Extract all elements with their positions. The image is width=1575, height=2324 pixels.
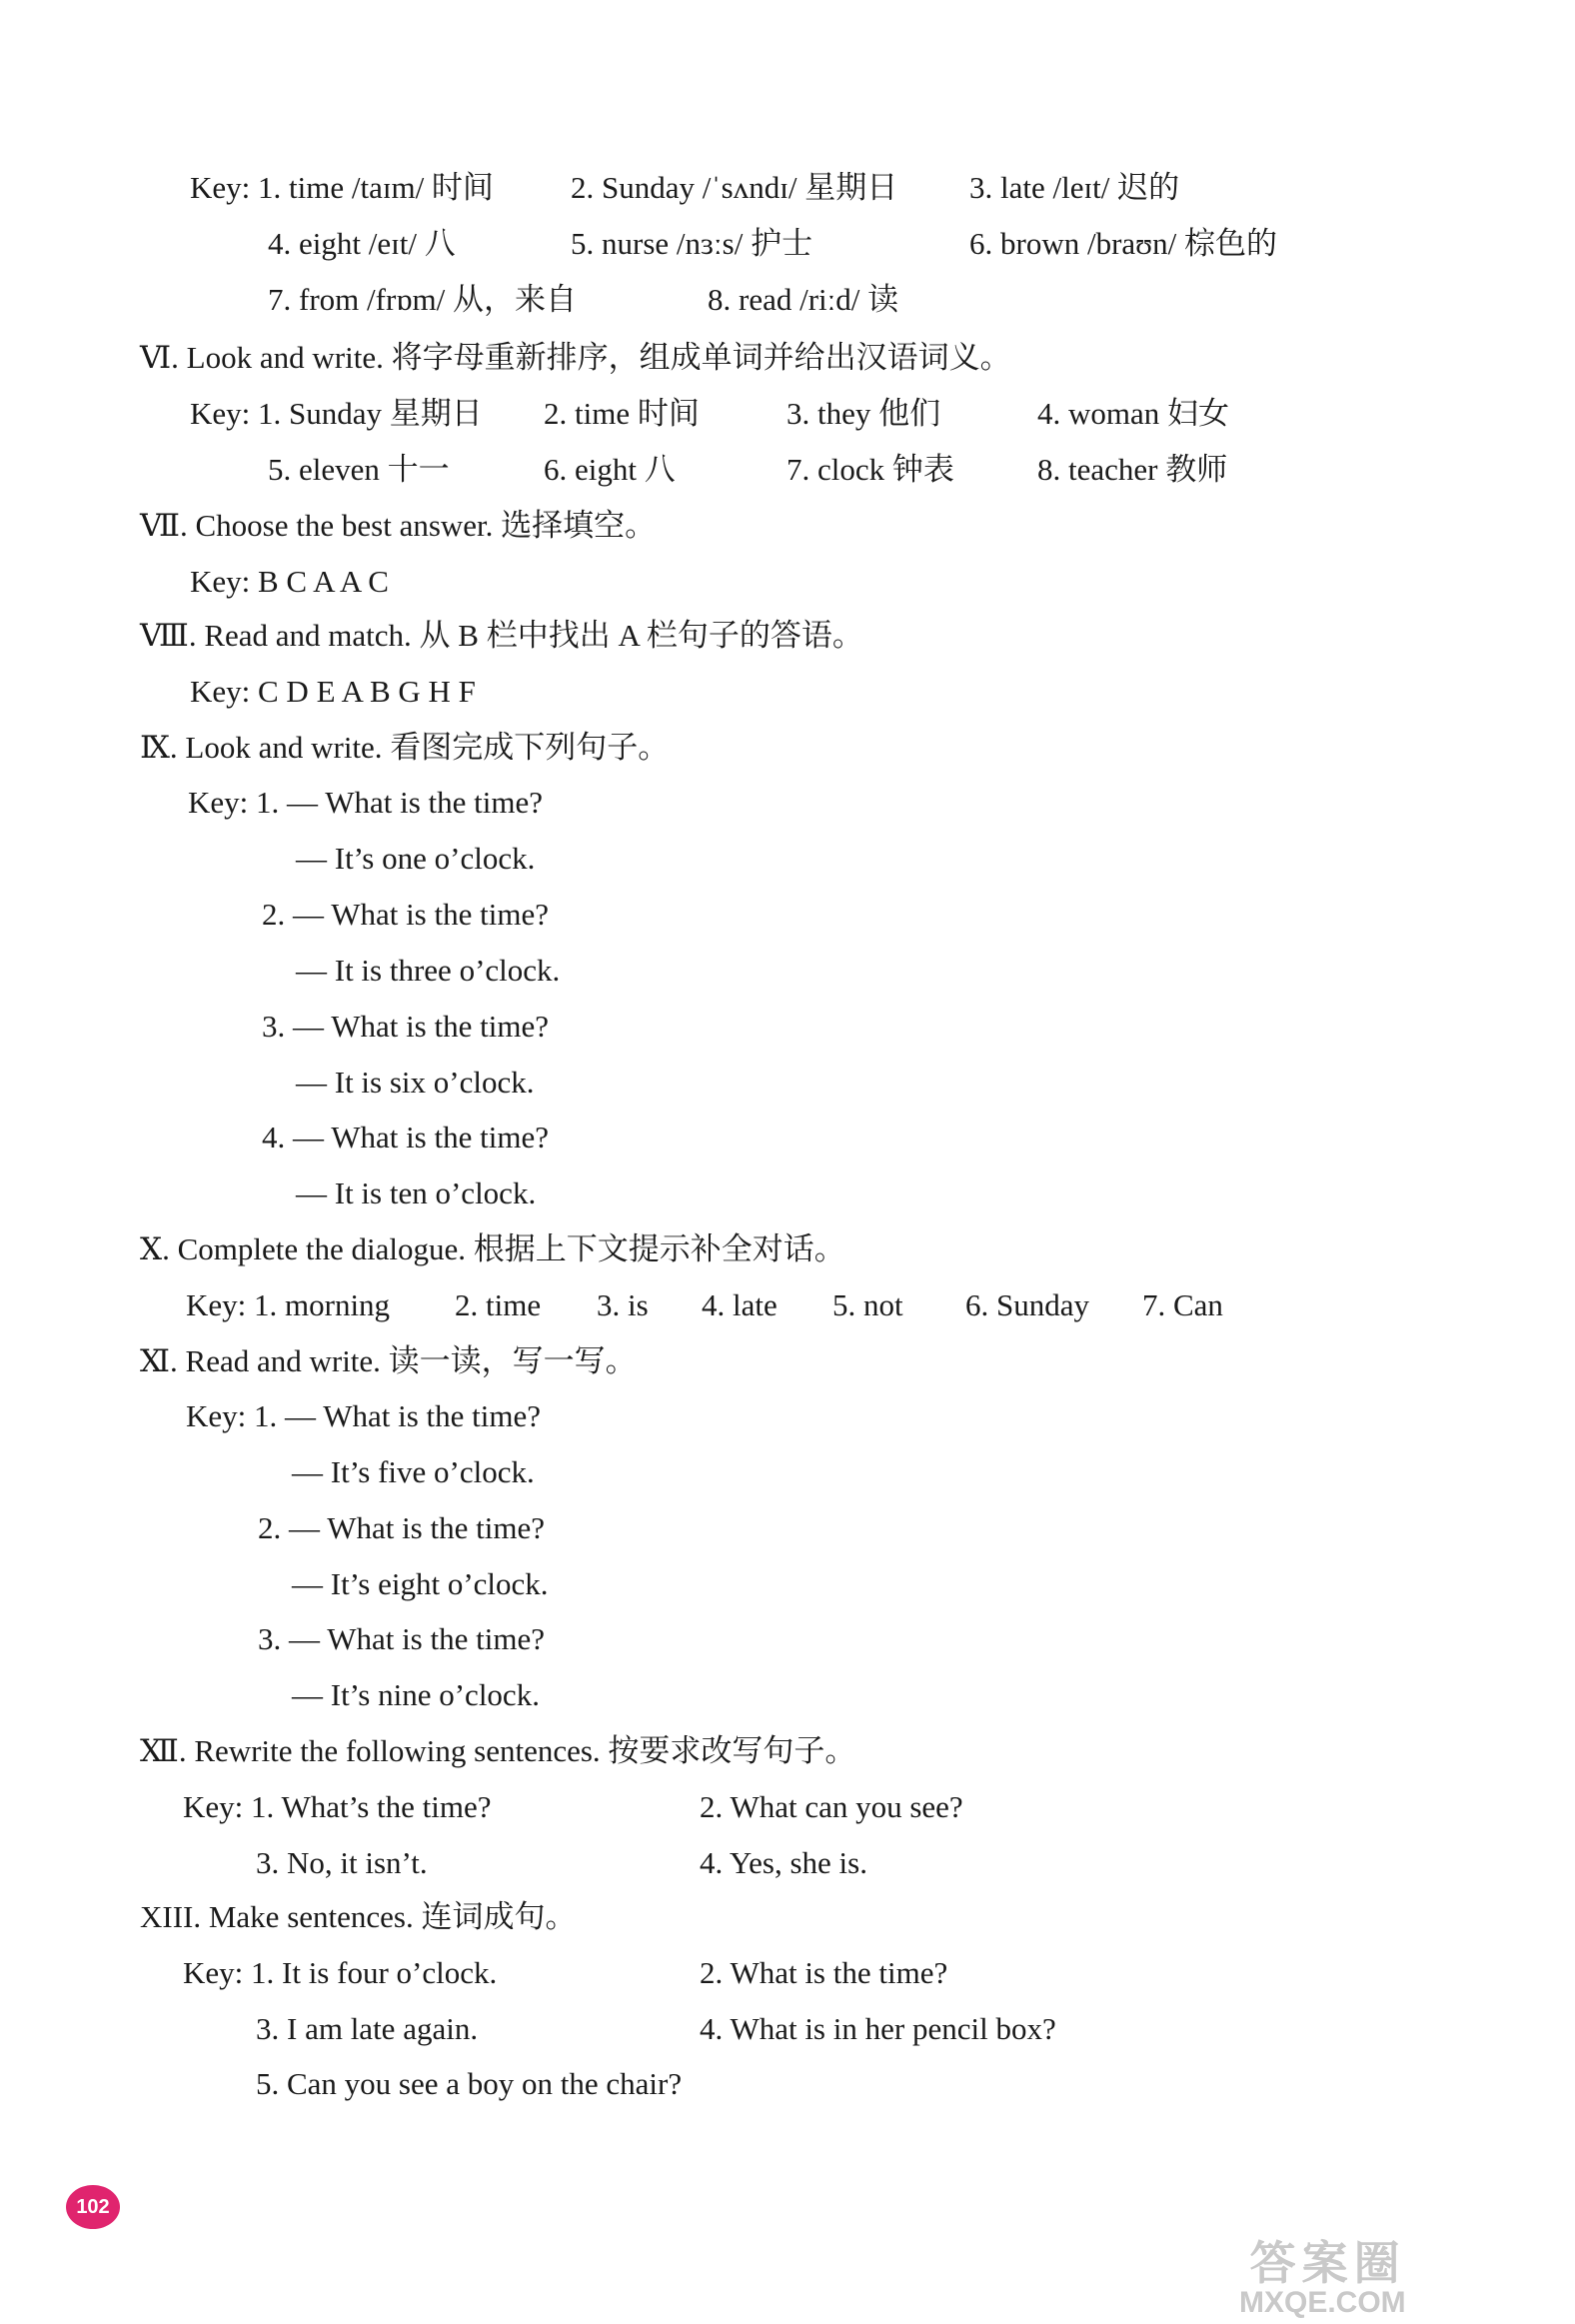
text-segment: 6. brown /braʊn/ 棕色的 [969, 226, 1278, 261]
text-segment: 5. Can you see a boy on the chair? [256, 2066, 683, 2101]
text-segment: 3. is [597, 1287, 649, 1322]
text-segment: Ⅺ. Read and write. 读一读，写一写。 [140, 1343, 637, 1378]
text-segment: Key: 1. — What is the time? [186, 1398, 541, 1433]
text-segment: 3. — What is the time? [258, 1621, 545, 1656]
text-segment: — It is three o’clock. [296, 953, 561, 988]
watermark-logo-text: 答案圈 [1249, 2237, 1406, 2289]
text-segment: 4. What is in her pencil box? [700, 2011, 1056, 2046]
text-segment: Key: C D E A B G H F [190, 674, 476, 709]
text-segment: 2. Sunday /ˈsʌndɪ/ 星期日 [571, 170, 898, 205]
text-segment: 4. — What is the time? [262, 1120, 549, 1155]
text-segment: — It’s eight o’clock. [292, 1566, 549, 1601]
text-segment: Ⅻ. Rewrite the following sentences. 按要求改写句子。 [140, 1733, 856, 1768]
text-segment: 6. eight 八 [544, 452, 676, 487]
text-segment: Key: 1. What’s the time? [183, 1789, 492, 1824]
text-segment: 3. they 他们 [787, 396, 941, 431]
text-segment: Key: 1. morning [186, 1287, 391, 1322]
watermark-url: MXQE.COM [1239, 2286, 1406, 2320]
text-segment: Ⅹ. Complete the dialogue. 根据上下文提示补全对话。 [140, 1231, 845, 1266]
text-segment: 7. Can [1142, 1287, 1223, 1322]
text-segment: 7. clock 钟表 [787, 452, 954, 487]
text-segment: Key: 1. Sunday 星期日 [190, 396, 483, 431]
text-segment: Ⅶ. Choose the best answer. 选择填空。 [140, 508, 657, 543]
text-segment: Key: B C A A C [190, 564, 389, 599]
text-segment: 4. woman 妇女 [1037, 396, 1230, 431]
text-segment: — It’s five o’clock. [292, 1454, 535, 1489]
text-segment: Ⅷ. Read and match. 从 B 栏中找出 A 栏句子的答语。 [140, 618, 863, 653]
text-segment: 4. late [702, 1287, 778, 1322]
text-segment: Key: 1. — What is the time? [188, 785, 543, 820]
text-segment: — It is ten o’clock. [296, 1175, 537, 1210]
page-number: 102 [76, 2195, 110, 2218]
text-segment: Ⅸ. Look and write. 看图完成下列句子。 [140, 730, 670, 765]
text-segment: 3. I am late again. [256, 2011, 479, 2046]
text-segment: 5. not [832, 1287, 903, 1322]
text-segment: 2. What can you see? [700, 1789, 963, 1824]
text-segment: 5. eleven 十一 [268, 452, 450, 487]
text-segment: 4. Yes, she is. [700, 1845, 867, 1880]
text-segment: 5. nurse /nɜːs/ 护士 [571, 226, 813, 261]
text-segment: Key: 1. time /taɪm/ 时间 [190, 170, 494, 205]
text-segment: 2. — What is the time? [262, 897, 549, 932]
page-number-badge [66, 2185, 120, 2229]
watermark [1239, 2239, 1406, 2319]
text-segment: — It’s nine o’clock. [292, 1677, 540, 1712]
text-segment: 3. late /leɪt/ 迟的 [969, 170, 1180, 205]
text-segment: 2. What is the time? [700, 1955, 948, 1990]
text-segment: 4. eight /eɪt/ 八 [268, 226, 456, 261]
text-segment: XIII. Make sentences. 连词成句。 [140, 1899, 577, 1934]
text-segment: 7. from /frɒm/ 从，来自 [268, 282, 577, 317]
text-segment: 2. time 时间 [544, 396, 700, 431]
text-segment: 2. time [455, 1287, 542, 1322]
text-segment: — It’s one o’clock. [296, 841, 536, 876]
text-segment: 2. — What is the time? [258, 1510, 545, 1545]
text-segment: Ⅵ. Look and write. 将字母重新排序，组成单词并给出汉语词义。 [140, 340, 1011, 375]
text-segment: 3. — What is the time? [262, 1009, 549, 1044]
text-segment: 8. read /riːd/ 读 [708, 282, 899, 317]
text-segment: 3. No, it isn’t. [256, 1845, 428, 1880]
text-segment: 8. teacher 教师 [1037, 452, 1228, 487]
text-segment: 6. Sunday [965, 1287, 1089, 1322]
text-segment: Key: 1. It is four o’clock. [183, 1955, 498, 1990]
text-segment: — It is six o’clock. [296, 1065, 535, 1100]
